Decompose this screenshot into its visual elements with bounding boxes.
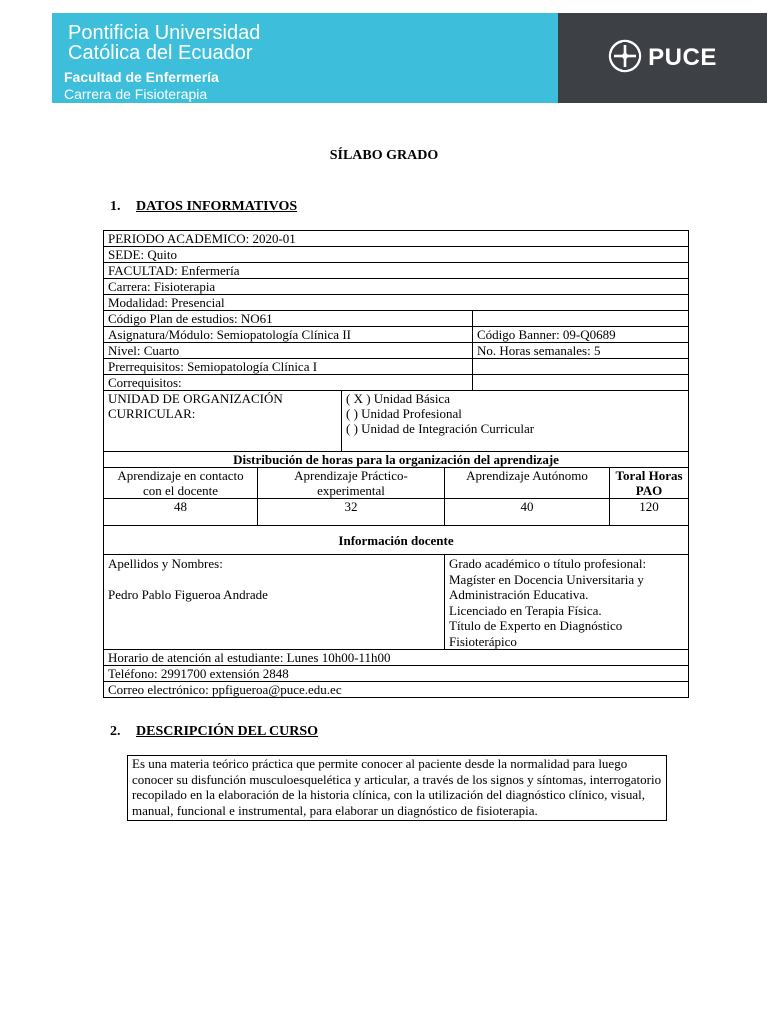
banner-logo-block [558,13,767,103]
empty-cell [473,359,689,375]
table-row [104,499,689,526]
section-1-title: DATOS INFORMATIVOS [136,199,298,214]
sede-cell: SEDE: Quito [104,247,689,263]
informacion-docente-title: Información docente [104,526,689,555]
unidad-options-cell [342,391,689,452]
header-banner [52,13,767,103]
empty-cell [473,375,689,391]
table-row [104,682,689,698]
docente-titulo: Título de Experto en Diagnóstico Fisioterápico [449,618,623,649]
table-row [104,391,689,452]
table-row [104,343,689,359]
document-title: SÍLABO GRADO [329,148,439,163]
table-row [104,263,689,279]
dist-header-autonomo: Aprendizaje Autónomo [445,468,610,499]
table-row [104,359,689,375]
banner-university-block [52,13,558,103]
empty-cell [473,311,689,327]
unidad-option: ( ) Unidad Profesional [346,406,462,421]
university-name-line2: Católica del Ecuador [68,42,253,64]
course-description-box: Es una materia teórico práctica que permite conocer al paciente desde la normalidad para luego conocer su disfunción musculoesquelética y articular, a través de los signos y síntomas, interrogatorio recopilado en la elaboración de la historia clínica, con la utilización del diagnóstico clínico, visual, manual, funcional e instrumental, para elaborar un diagnóstico de fisioterapia. [127,755,667,821]
table-row [104,666,689,682]
prerrequisitos-cell: Prerrequisitos: Semiopatología Clínica I [104,359,473,375]
nivel-cell: Nivel: Cuarto [104,343,473,359]
periodo-cell: PERIODO ACADEMICO: 2020-01 [104,231,689,247]
puce-logo-text: PUCE [648,44,717,71]
table-row [104,279,689,295]
dist-value-total: 120 [610,499,689,526]
correo-cell: Correo electrónico: ppfigueroa@puce.edu.ec [104,682,689,698]
docente-titulo: Magíster en Docencia Universitaria y Administración Educativa. [449,571,644,602]
datos-informativos-table [103,230,689,698]
dist-header-practico: Aprendizaje Práctico-experimental [258,468,445,499]
codigo-banner-cell: Código Banner: 09-Q0689 [473,327,689,343]
table-row [104,311,689,327]
dist-value-contacto: 48 [104,499,258,526]
dist-value-practico: 32 [258,499,445,526]
puce-cross-emblem-icon [608,39,642,78]
docente-titulo: Licenciado en Terapia Física. [449,602,602,618]
table-row [104,555,689,650]
facultad-cell: FACULTAD: Enfermería [104,263,689,279]
codigo-plan-cell: Código Plan de estudios: NO61 [104,311,473,327]
telefono-cell: Teléfono: 2991700 extensión 2848 [104,666,689,682]
correquisitos-cell: Correquisitos: [104,375,473,391]
horario-cell: Horario de atención al estudiante: Lunes 10h00-11h00 [104,650,689,666]
distribucion-title: Distribución de horas para la organización del aprendizaje [104,452,689,468]
faculty-name: Facultad de Enfermería [64,69,219,85]
career-name: Carrera de Fisioterapia [64,86,208,102]
docente-titulos-cell [445,555,689,650]
grado-academico-label: Grado académico o título profesional: [449,556,647,571]
table-row [104,452,689,468]
dist-header-contacto: Aprendizaje en contacto con el docente [104,468,258,499]
modalidad-cell: Modalidad: Presencial [104,295,689,311]
docente-nombre: Pedro Pablo Figueroa Andrade [108,586,268,602]
section-2-title: DESCRIPCIÓN DEL CURSO [136,724,319,739]
table-row [104,526,689,555]
section-1-number: 1. [110,199,121,214]
horas-semanales-cell: No. Horas semanales: 5 [473,343,689,359]
table-row [104,468,689,499]
section-2-heading [110,724,318,740]
carrera-cell: Carrera: Fisioterapia [104,279,689,295]
section-1-heading [110,199,297,215]
table-row [104,295,689,311]
table-row [104,375,689,391]
section-2-number: 2. [110,724,121,739]
table-row [104,327,689,343]
puce-logo [608,39,717,78]
table-row [104,247,689,263]
unidad-option: ( X ) Unidad Básica [346,391,450,406]
dist-value-autonomo: 40 [445,499,610,526]
unidad-organizacion-label: UNIDAD DE ORGANIZACIÓN CURRICULAR: [104,391,342,452]
table-row [104,650,689,666]
docente-nombre-cell [104,555,445,650]
asignatura-cell: Asignatura/Módulo: Semiopatología Clínica II [104,327,473,343]
dist-header-total: Toral Horas PAO [610,468,689,499]
unidad-option: ( ) Unidad de Integración Curricular [346,421,535,436]
docente-nombre-label: Apellidos y Nombres: [108,556,223,571]
table-row [104,231,689,247]
university-name-line1: Pontificia Universidad [68,22,261,44]
